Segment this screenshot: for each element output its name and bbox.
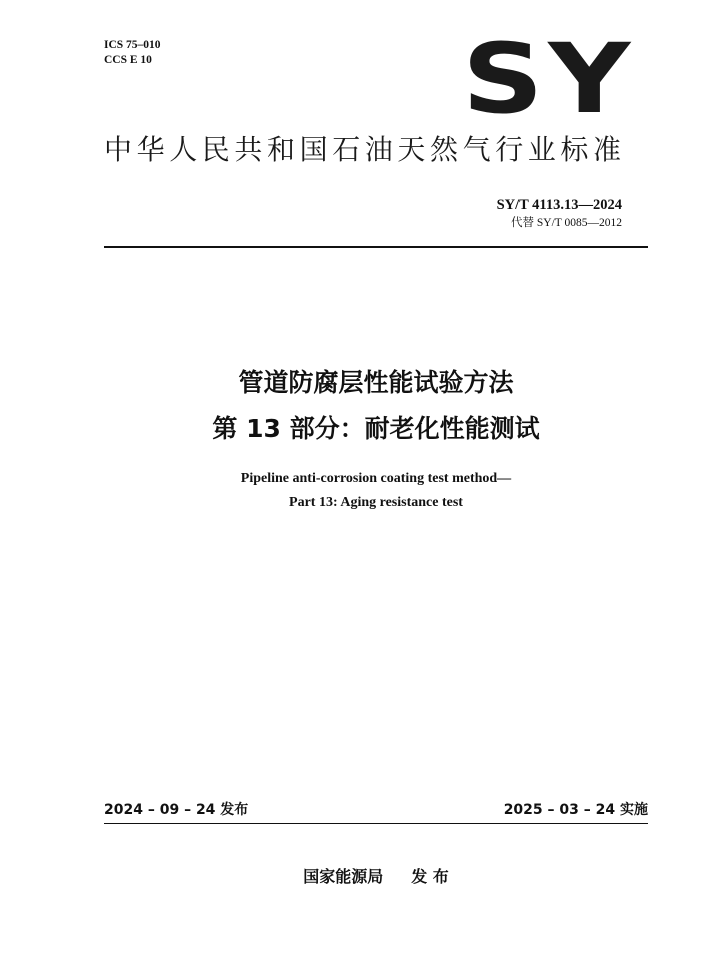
title-en-line-1: Pipeline anti-corrosion coating test method—	[240, 471, 512, 486]
title-cn-line-2: 第 13 部分：耐老化性能测试	[212, 414, 540, 443]
bottom-divider	[104, 823, 648, 824]
issuer-line	[104, 866, 648, 888]
ccs-code: CCS E 10	[104, 54, 152, 66]
title-en-line-2: Part 13: Aging resistance test	[289, 495, 463, 510]
issue-date: 2024 – 09 – 24 发布	[104, 802, 249, 818]
ics-code: ICS 75–010	[104, 39, 161, 51]
top-divider	[104, 246, 648, 248]
replaces-note: 代替 SY/T 0085—2012	[511, 217, 622, 229]
classification-codes	[104, 38, 161, 68]
issuer-action: 发 布	[411, 867, 449, 886]
standard-number: SY/T 4113.13—2024	[496, 197, 622, 213]
issuer-name: 国家能源局	[303, 867, 384, 886]
implementation-date: 2025 – 03 – 24 实施	[503, 802, 648, 818]
title-cn-line-1: 管道防腐层性能试验方法	[238, 368, 514, 397]
sy-logo: SY	[462, 23, 636, 135]
standard-authority: 中华人民共和国石油天然气行业标准	[104, 133, 626, 166]
